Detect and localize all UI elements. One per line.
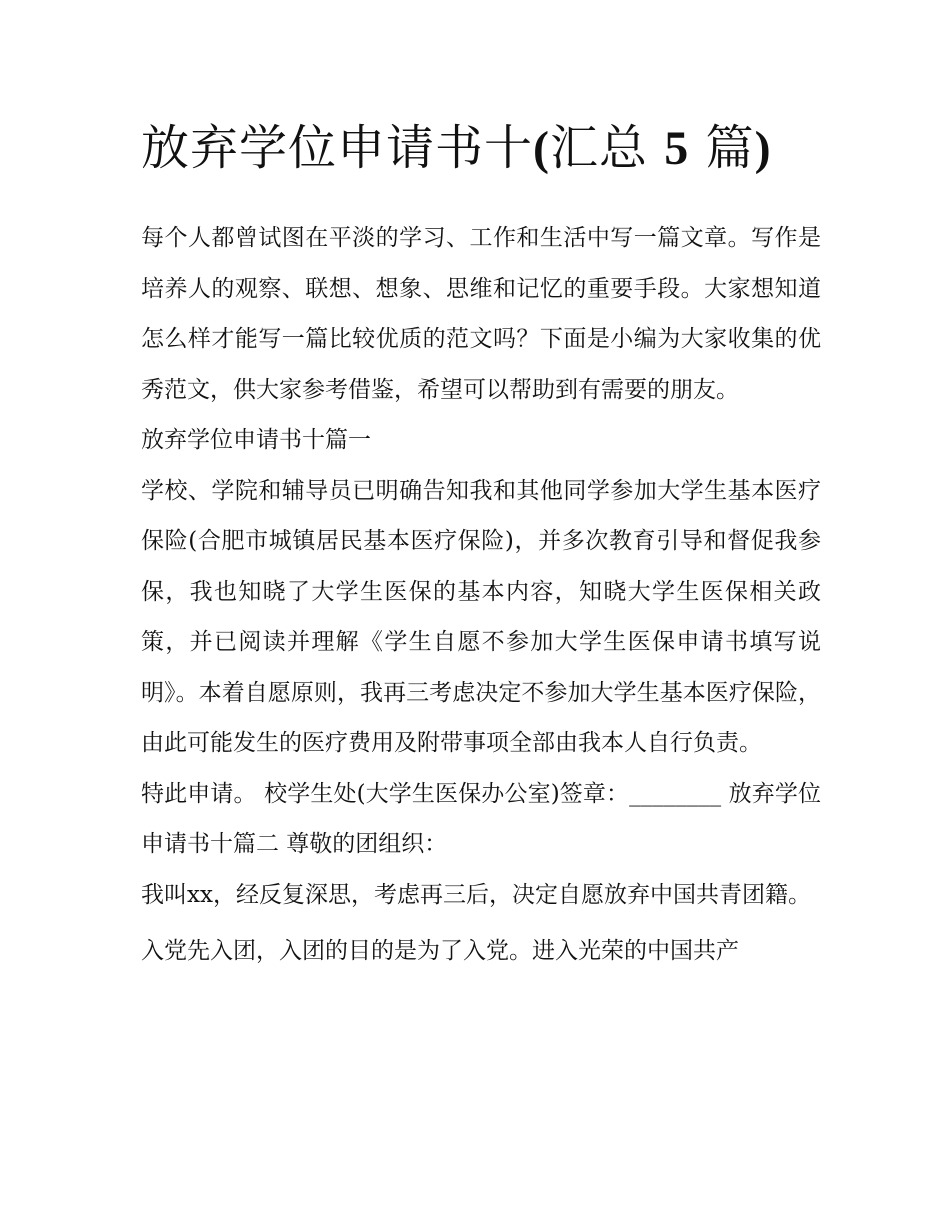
section-heading-one: 放弃学位申请书十篇一 [141, 427, 371, 453]
title-paren-open: ( [533, 122, 550, 175]
body-paragraph-insurance: 学校、学院和辅导员已明确告知我和其他同学参加大学生基本医疗保险(合肥市城镇居民基本医疗保险)，并多次教育引导和督促我参保，我也知晓了大学生医保的基本内容，知晓大学生医保相关政策，并已阅读并理解《学生自愿不参加大学生医保申请书填写说明》。本着自愿原则，我再三考虑决定不参加大学生基本医疗保险，由此可能发生的医疗费用及附带事项全部由我本人自行负责。 [141, 477, 821, 756]
title-paren-close: ) [754, 122, 772, 175]
body-paragraph-party: 入党先入团，入团的目的是为了入党。进入光荣的中国共产 [141, 938, 739, 964]
title-text-end: 篇 [705, 120, 755, 176]
body-paragraph-name: 我叫xx，经反复深思，考虑再三后，决定自愿放弃中国共青团籍。 [141, 881, 811, 908]
body-paragraph-application: 特此申请。 校学生处(大学生医保办公室)签章：________ 放弃学位申请书十篇二 尊敬的团组织： [141, 780, 821, 857]
title-text: 放弃学位申请书十 [141, 120, 534, 176]
intro-paragraph: 每个人都曾试图在平淡的学习、工作和生活中写一篇文章。写作是培养人的观察、联想、想象、思维和记忆的重要手段。大家想知道怎么样才能写一篇比较优质的范文吗？下面是小编为大家收集的优秀范文，供大家参考借鉴，希望可以帮助到有需要的朋友。 [141, 225, 821, 403]
title-text-mid: 汇总 [550, 120, 649, 176]
document-title [141, 112, 821, 185]
title-number: 5 [664, 122, 690, 175]
document-body [141, 112, 821, 977]
